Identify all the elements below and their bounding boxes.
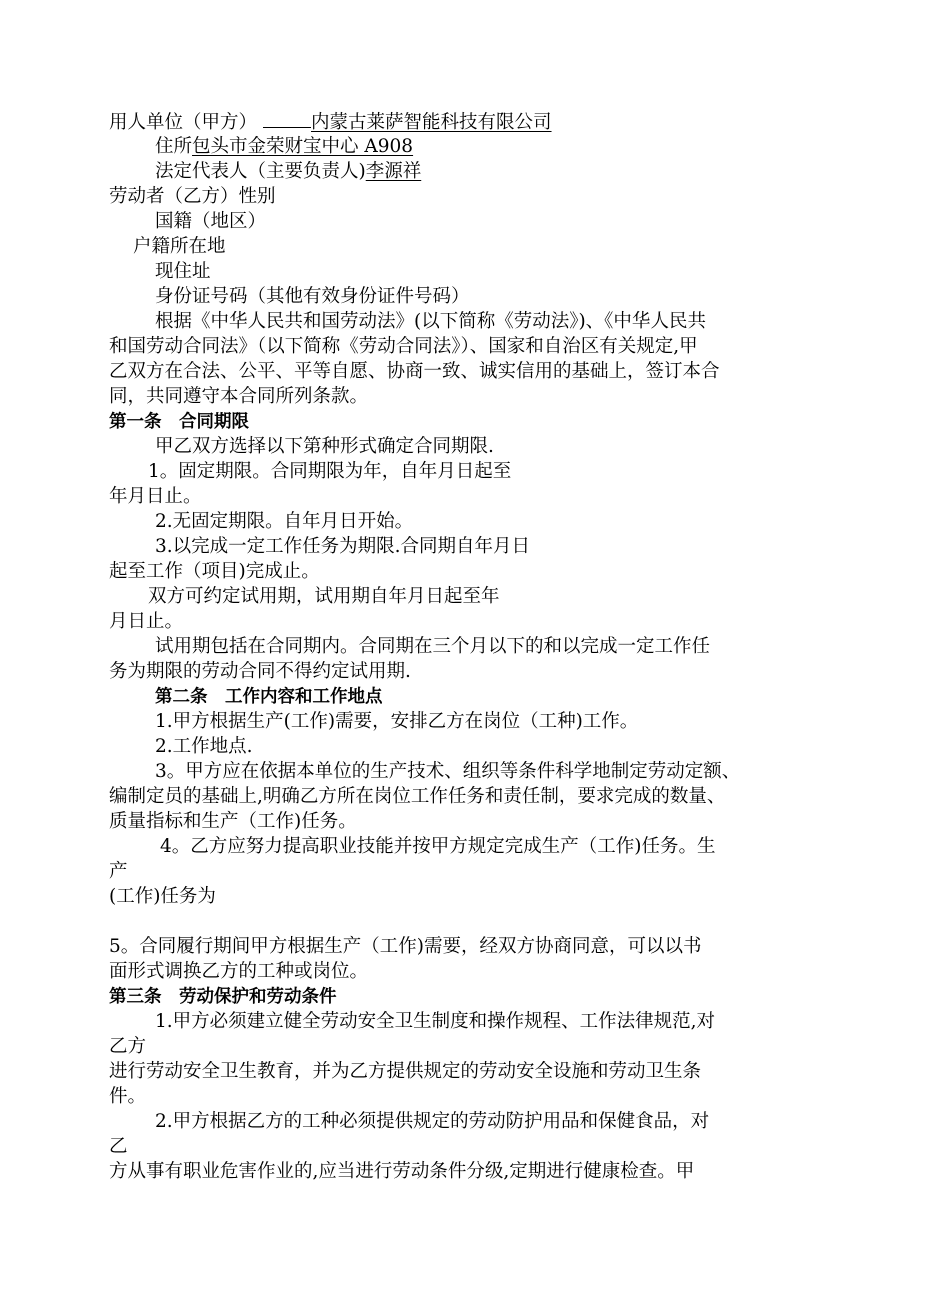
article-2-line-9: 5。合同履行期间甲方根据生产（工作)需要，经双方协商同意，可以以书 bbox=[109, 936, 702, 957]
article-2-heading: 第二条 工作内容和工作地点 bbox=[155, 687, 383, 707]
employer-name: 内蒙古莱萨智能科技有限公司 bbox=[311, 112, 552, 133]
article-1-line-9: 试用期包括在合同期内。合同期在三个月以下的和以完成一定工作任 bbox=[155, 636, 711, 657]
current-address-line: 现住址 bbox=[155, 261, 211, 282]
article-2-line-7: 产 bbox=[109, 861, 128, 882]
representative-label: 法定代表人（主要负责人) bbox=[155, 161, 366, 182]
employee-gender-line: 劳动者（乙方）性别 bbox=[109, 186, 276, 207]
address-value: 包头市金荣财宝中心 A908 bbox=[192, 136, 414, 157]
article-1-line-2: 1。固定期限。合同期限为年，自年月日起至 bbox=[148, 461, 512, 482]
address-label: 住所 bbox=[155, 136, 193, 157]
representative-line bbox=[155, 160, 421, 184]
article-1-line-6: 起至工作（项目)完成止。 bbox=[109, 561, 320, 582]
preamble-line-3: 乙双方在合法、公平、平等自愿、协商一致、诚实信用的基础上，签订本合 bbox=[109, 361, 720, 382]
article-3-line-7: 方从事有职业危害作业的,应当进行劳动条件分级,定期进行健康检查。甲 bbox=[109, 1161, 695, 1182]
article-1-line-1: 甲乙双方选择以下第种形式确定合同期限. bbox=[155, 436, 494, 457]
article-1-heading: 第一条 合同期限 bbox=[109, 412, 249, 432]
employer-label: 用人单位（甲方） bbox=[109, 112, 258, 133]
article-1-line-10: 务为期限的劳动合同不得约定试用期. bbox=[109, 661, 411, 682]
article-2-line-6: 4。乙方应努力提高职业技能并按甲方规定完成生产（工作)任务。生 bbox=[160, 836, 716, 857]
household-line: 户籍所在地 bbox=[133, 236, 226, 257]
preamble-line-2: 和国劳动合同法》（以下简称《劳动合同法》）、国家和自治区有关规定,甲 bbox=[109, 336, 698, 357]
employer-blank bbox=[263, 110, 311, 128]
article-2-line-4: 编制定员的基础上,明确乙方所在岗位工作任务和责任制，要求完成的数量、 bbox=[109, 786, 726, 807]
article-3-line-5: 2.甲方根据乙方的工种必须提供规定的劳动防护用品和保健食品，对 bbox=[155, 1111, 710, 1132]
article-3-heading: 第三条 劳动保护和劳动条件 bbox=[109, 987, 337, 1007]
preamble-line-4: 同，共同遵守本合同所列条款。 bbox=[109, 386, 369, 407]
article-1-line-3: 年月日止。 bbox=[109, 486, 202, 507]
nationality-line: 国籍（地区） bbox=[155, 211, 267, 232]
article-3-line-1: 1.甲方必须建立健全劳动安全卫生制度和操作规程、工作法律规范,对 bbox=[155, 1011, 716, 1032]
preamble-line-1: 根据《中华人民共和国劳动法》(以下简称《劳动法》)、《中华人民共 bbox=[155, 311, 706, 332]
article-3-line-6: 乙 bbox=[109, 1136, 128, 1157]
article-1-line-8: 月日止。 bbox=[109, 611, 184, 632]
article-2-line-10: 面形式调换乙方的工种或岗位。 bbox=[109, 961, 369, 982]
article-1-line-5: 3.以完成一定工作任务为期限.合同期自年月日 bbox=[155, 536, 531, 557]
id-number-line: 身份证号码（其他有效身份证件号码） bbox=[155, 286, 470, 307]
employer-line bbox=[109, 110, 552, 134]
address-line bbox=[155, 135, 413, 159]
article-2-line-8: (工作)任务为 bbox=[109, 886, 216, 907]
article-1-line-4: 2.无固定期限。自年月日开始。 bbox=[155, 511, 414, 532]
article-1-line-7: 双方可约定试用期，试用期自年月日起至年 bbox=[148, 586, 500, 607]
article-2-line-5: 质量指标和生产（工作)任务。 bbox=[109, 811, 357, 832]
article-2-line-3: 3。甲方应在依据本单位的生产技术、组织等条件科学地制定劳动定额、 bbox=[155, 761, 741, 782]
article-2-line-1: 1.甲方根据生产(工作)需要，安排乙方在岗位（工种)工作。 bbox=[155, 711, 639, 732]
representative-name: 李源祥 bbox=[365, 161, 422, 182]
article-3-line-3: 进行劳动安全卫生教育，并为乙方提供规定的劳动安全设施和劳动卫生条 bbox=[109, 1061, 702, 1082]
article-3-line-4: 件。 bbox=[109, 1086, 147, 1107]
article-3-line-2: 乙方 bbox=[109, 1036, 147, 1057]
article-2-line-2: 2.工作地点. bbox=[155, 736, 253, 757]
